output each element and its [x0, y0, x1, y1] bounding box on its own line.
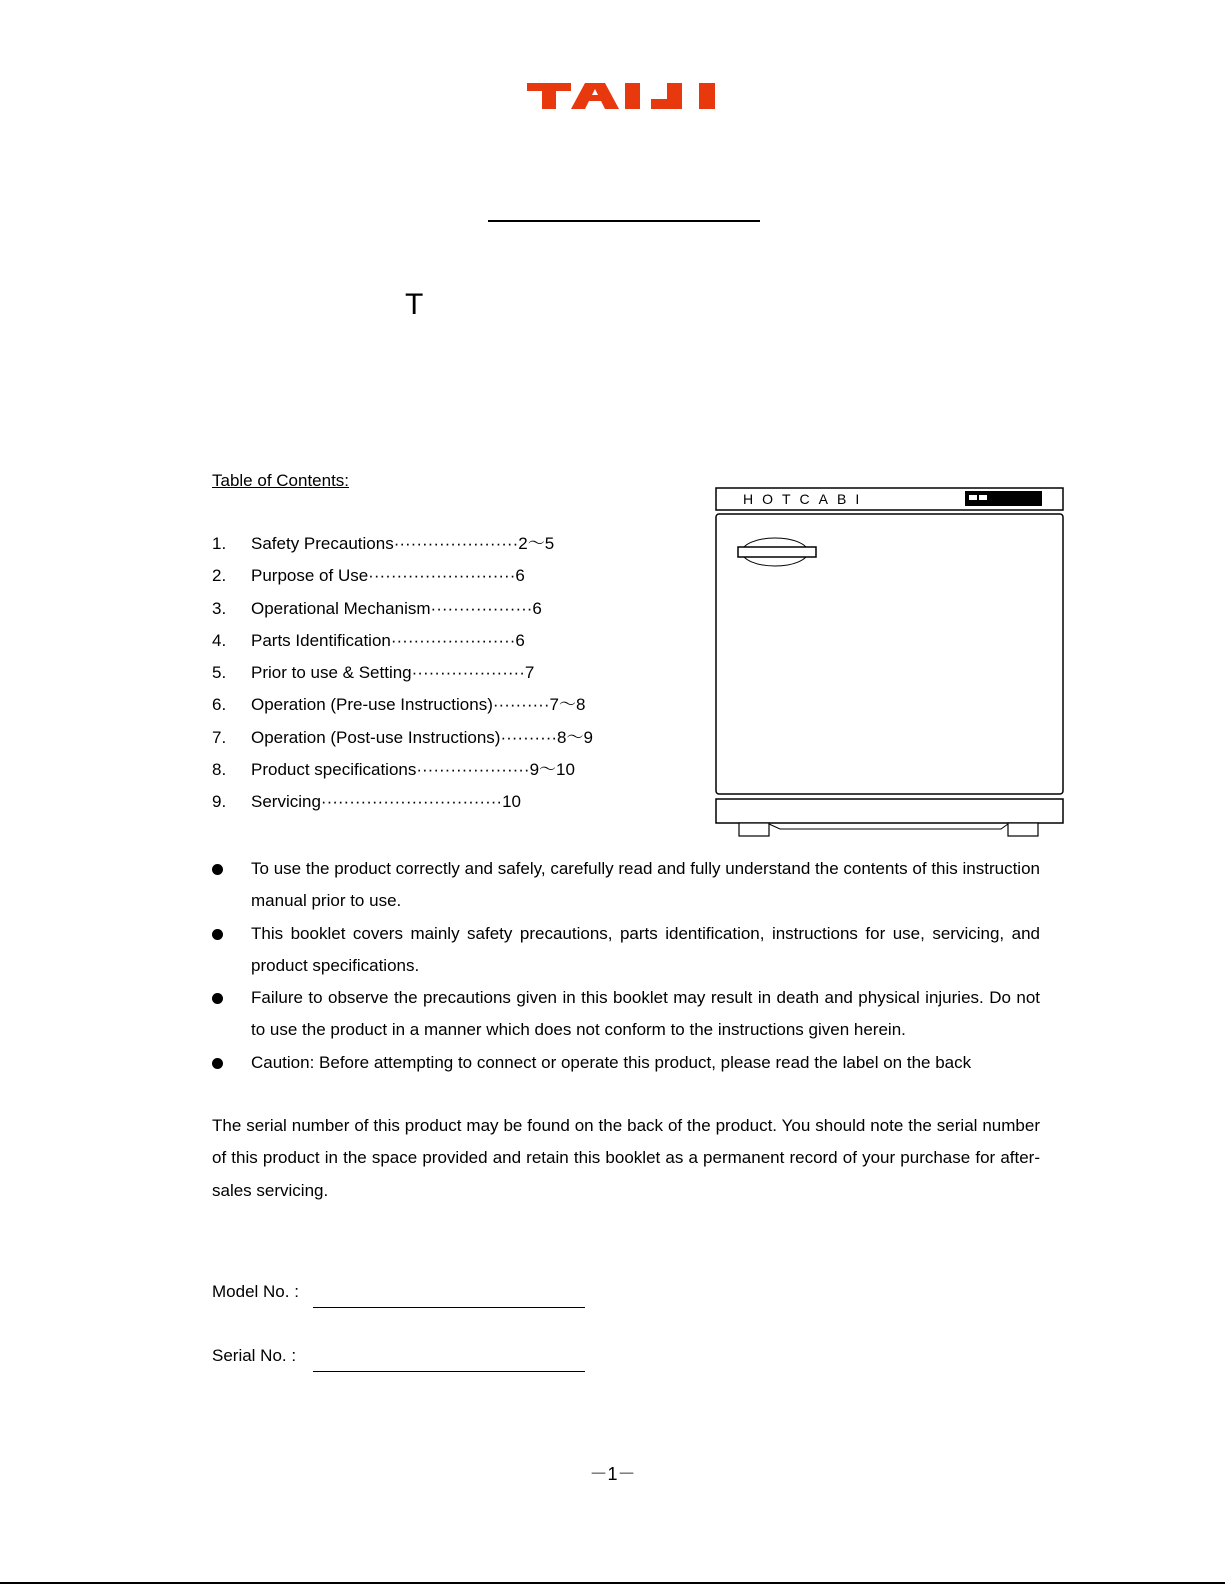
cabinet-base — [716, 799, 1063, 823]
serial-number-line — [313, 1371, 585, 1372]
notice-list — [212, 853, 1040, 1079]
list-item: To use the product correctly and safely, carefully read and fully understand the contents of this instruction manual prior to use. — [212, 853, 1040, 918]
bullet-icon — [212, 929, 223, 940]
title-letter: T — [405, 288, 424, 321]
foot-right — [1008, 823, 1038, 836]
serial-note-paragraph: The serial number of this product may be found on the back of the product. You should note the serial number of this product in the space provided and retain this booklet as a permanent record of your purchase for after-sales servicing. — [212, 1116, 1040, 1200]
cabinet-illustration — [715, 486, 1065, 841]
panel-label: HOTCABI — [743, 491, 869, 507]
toc-heading: Table of Contents: — [212, 471, 350, 490]
serial-number-label: Serial No. : — [212, 1346, 297, 1365]
model-number-line — [313, 1307, 585, 1308]
bullet-icon — [212, 1058, 223, 1069]
list-item: Failure to observe the precautions given in this booklet may result in death and physical injuries. Do not to use the product in a manner which does not conform to the instructions given herein. — [212, 982, 1040, 1047]
title-rule — [488, 220, 760, 222]
bullet-icon — [212, 864, 223, 875]
list-item: Caution: Before attempting to connect or operate this product, please read the label on the back — [212, 1047, 1040, 1079]
model-number-label: Model No. : — [212, 1282, 299, 1301]
taiji-logo — [527, 83, 725, 109]
bullet-icon — [212, 993, 223, 1004]
foot-left — [739, 823, 769, 836]
bottom-rule — [0, 1582, 1225, 1584]
page-number: －1－ — [589, 1464, 636, 1484]
list-item: This booklet covers mainly safety precautions, parts identification, instructions for use, servicing, and product specifications. — [212, 918, 1040, 983]
